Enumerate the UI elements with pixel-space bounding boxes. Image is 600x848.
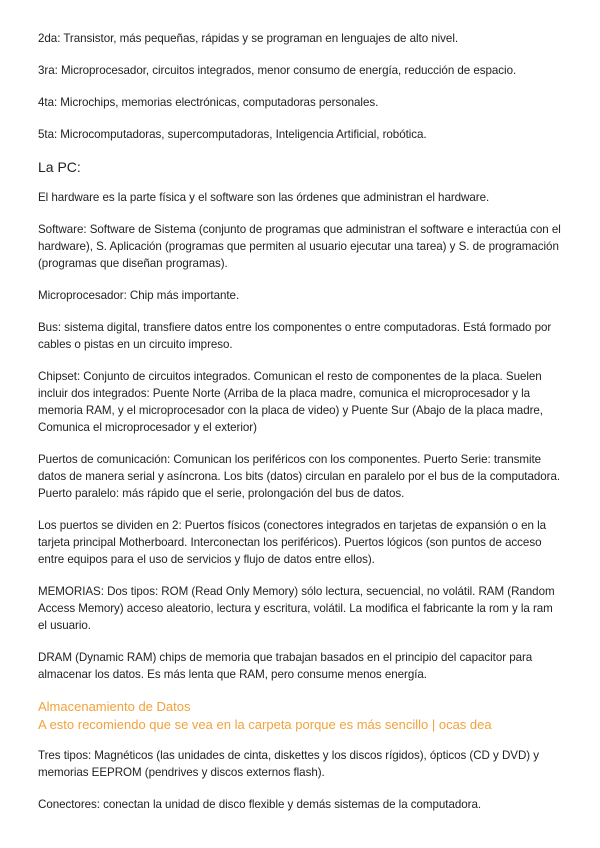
bus-paragraph: Bus: sistema digital, transfiere datos entre los componentes o entre computadoras. Está formado por cables o pistas en un circuito impreso. bbox=[38, 321, 552, 351]
hardware-software-paragraph: El hardware es la parte física y el software son las órdenes que administran el hardware. bbox=[38, 191, 490, 204]
storage-heading: Almacenamiento de Datos bbox=[38, 699, 191, 714]
generation-2: 2da: Transistor, más pequeñas, rápidas y se programan en lenguajes de alto nivel. bbox=[38, 32, 459, 45]
software-paragraph: Software: Software de Sistema (conjunto de programas que administran el software e interactúa con el hardware), S. Aplicación (programas que permiten al usuario ejecutar una tarea) y S. de programación (programas que diseñan programas). bbox=[38, 223, 561, 270]
memory-paragraph: MEMORIAS: Dos tipos: ROM (Read Only Memory) sólo lectura, secuencial, no volátil. RAM (Random Access Memory) acceso aleatorio, lectura y escritura, volátil. La modifica el fabricante la rom y la ram el usuario. bbox=[38, 585, 555, 632]
storage-types-paragraph: Tres tipos: Magnéticos (las unidades de cinta, diskettes y los discos rígidos), ópticos (CD y DVD) y memorias EEPROM (pendrives y discos externos flash). bbox=[38, 749, 540, 779]
chipset-paragraph: Chipset: Conjunto de circuitos integrados. Comunican el resto de componentes de la placa. Suelen incluir dos integrados: Puente Norte (Arriba de la placa madre, comunica el microprocesador y la memoria RAM, y el microprocesador con la placa de video) y Puente Sur (Abajo de la placa madre, Comunica el microprocesador y el exterior) bbox=[38, 370, 543, 434]
ports-paragraph: Puertos de comunicación: Comunican los periféricos con los componentes. Puerto Serie: transmite datos de manera serial y asíncrona. Los bits (datos) circulan en paralelo por el bus de la computadora. Puerto paralelo: más rápido que el serie, prolongación del bus de datos. bbox=[38, 453, 561, 500]
dram-paragraph: DRAM (Dynamic RAM) chips de memoria que trabajan basados en el principio del capacitor para almacenar los datos. Es más lenta que RAM, pero consume menos energía. bbox=[38, 651, 533, 681]
document-page bbox=[38, 30, 564, 828]
generation-4: 4ta: Microchips, memorias electrónicas, computadoras personales. bbox=[38, 96, 379, 109]
generation-3: 3ra: Microprocesador, circuitos integrados, menor consumo de energía, reducción de espacio. bbox=[38, 64, 517, 77]
connectors-paragraph: Conectores: conectan la unidad de disco flexible y demás sistemas de la computadora. bbox=[38, 798, 482, 811]
pc-heading: La PC: bbox=[38, 159, 81, 175]
port-types-paragraph: Los puertos se dividen en 2: Puertos físicos (conectores integrados en tarjetas de expansión o en la tarjeta principal Motherboard. Interconectan los periféricos). Puertos lógicos (son puntos de acceso entre equipos para el uso de servicios y flujo de datos entre ellos). bbox=[38, 519, 547, 566]
generation-5: 5ta: Microcomputadoras, supercomputadoras, Inteligencia Artificial, robótica. bbox=[38, 128, 427, 141]
microprocessor-paragraph: Microprocesador: Chip más importante. bbox=[38, 289, 240, 302]
storage-note: A esto recomiendo que se vea en la carpeta porque es más sencillo | ocas dea bbox=[38, 717, 492, 732]
